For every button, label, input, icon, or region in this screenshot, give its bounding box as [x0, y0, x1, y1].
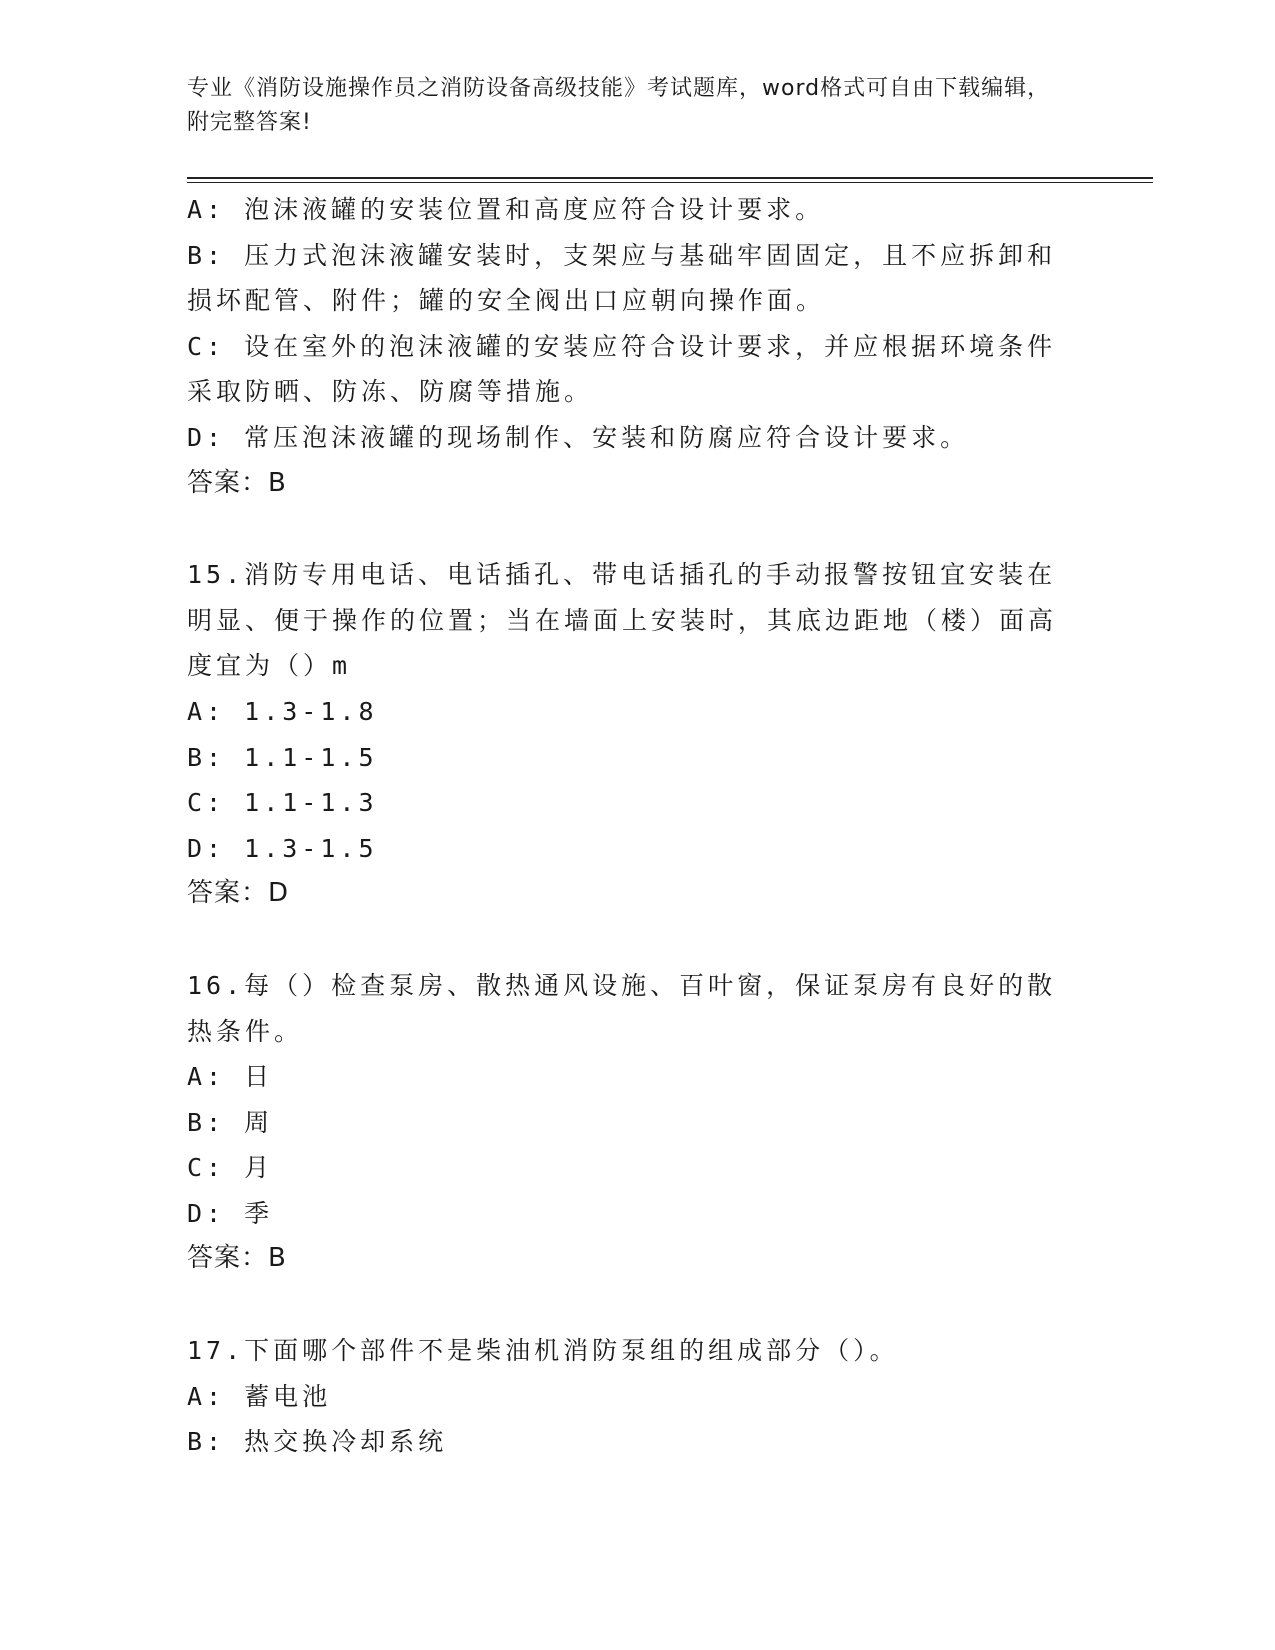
header-divider-thick: [187, 177, 1153, 179]
prev-question-block: [187, 187, 1067, 506]
question-content: [187, 187, 1067, 1465]
option-c: C: 设在室外的泡沫液罐的安装应符合设计要求，并应根据环境条件采取防晒、防冻、防腐等措施。: [187, 331, 1057, 407]
option-d: D: 1.3-1.5: [187, 833, 378, 863]
option-b: B: 压力式泡沫液罐安装时，支架应与基础牢固固定，且不应拆卸和损坏配管、附件；罐的安全阀出口应朝向操作面。: [187, 240, 1057, 316]
answer: 答案：D: [187, 878, 290, 909]
question-stem: 17.下面哪个部件不是柴油机消防泵组的组成部分（）。: [187, 1336, 899, 1366]
answer: 答案：B: [187, 467, 287, 498]
document-header: 专业《消防设施操作员之消防设备高级技能》考试题库，word格式可自由下载编辑，附完整答案!: [187, 76, 1051, 135]
question-stem: 15.消防专用电话、电话插孔、带电话插孔的手动报警按钮宜安装在明显、便于操作的位置；当在墙面上安装时，其底边距地（楼）面高度宜为（）m: [187, 560, 1058, 681]
option-a: A: 泡沫液罐的安装位置和高度应符合设计要求。: [187, 195, 825, 224]
question-block-17: [187, 1328, 1067, 1465]
option-a: A: 蓄电池: [187, 1381, 332, 1411]
option-b: B: 热交换冷却系统: [187, 1427, 448, 1457]
question-stem: 16.每（）检查泵房、散热通风设施、百叶窗，保证泵房有良好的散热条件。: [187, 970, 1057, 1046]
answer: 答案：B: [187, 1243, 287, 1274]
header-divider-thin: [187, 182, 1153, 183]
option-d: D: 常压泡沫液罐的现场制作、安装和防腐应符合设计要求。: [187, 422, 970, 452]
option-a: A: 1.3-1.8: [187, 696, 378, 726]
option-c: C: 月: [187, 1153, 274, 1183]
option-b: B: 1.1-1.5: [187, 742, 378, 772]
option-a: A: 日: [187, 1062, 274, 1092]
question-block-15: [187, 552, 1067, 917]
option-d: D: 季: [187, 1198, 274, 1228]
option-c: C: 1.1-1.3: [187, 788, 378, 818]
question-block-16: [187, 963, 1067, 1282]
option-b: B: 周: [187, 1107, 274, 1137]
